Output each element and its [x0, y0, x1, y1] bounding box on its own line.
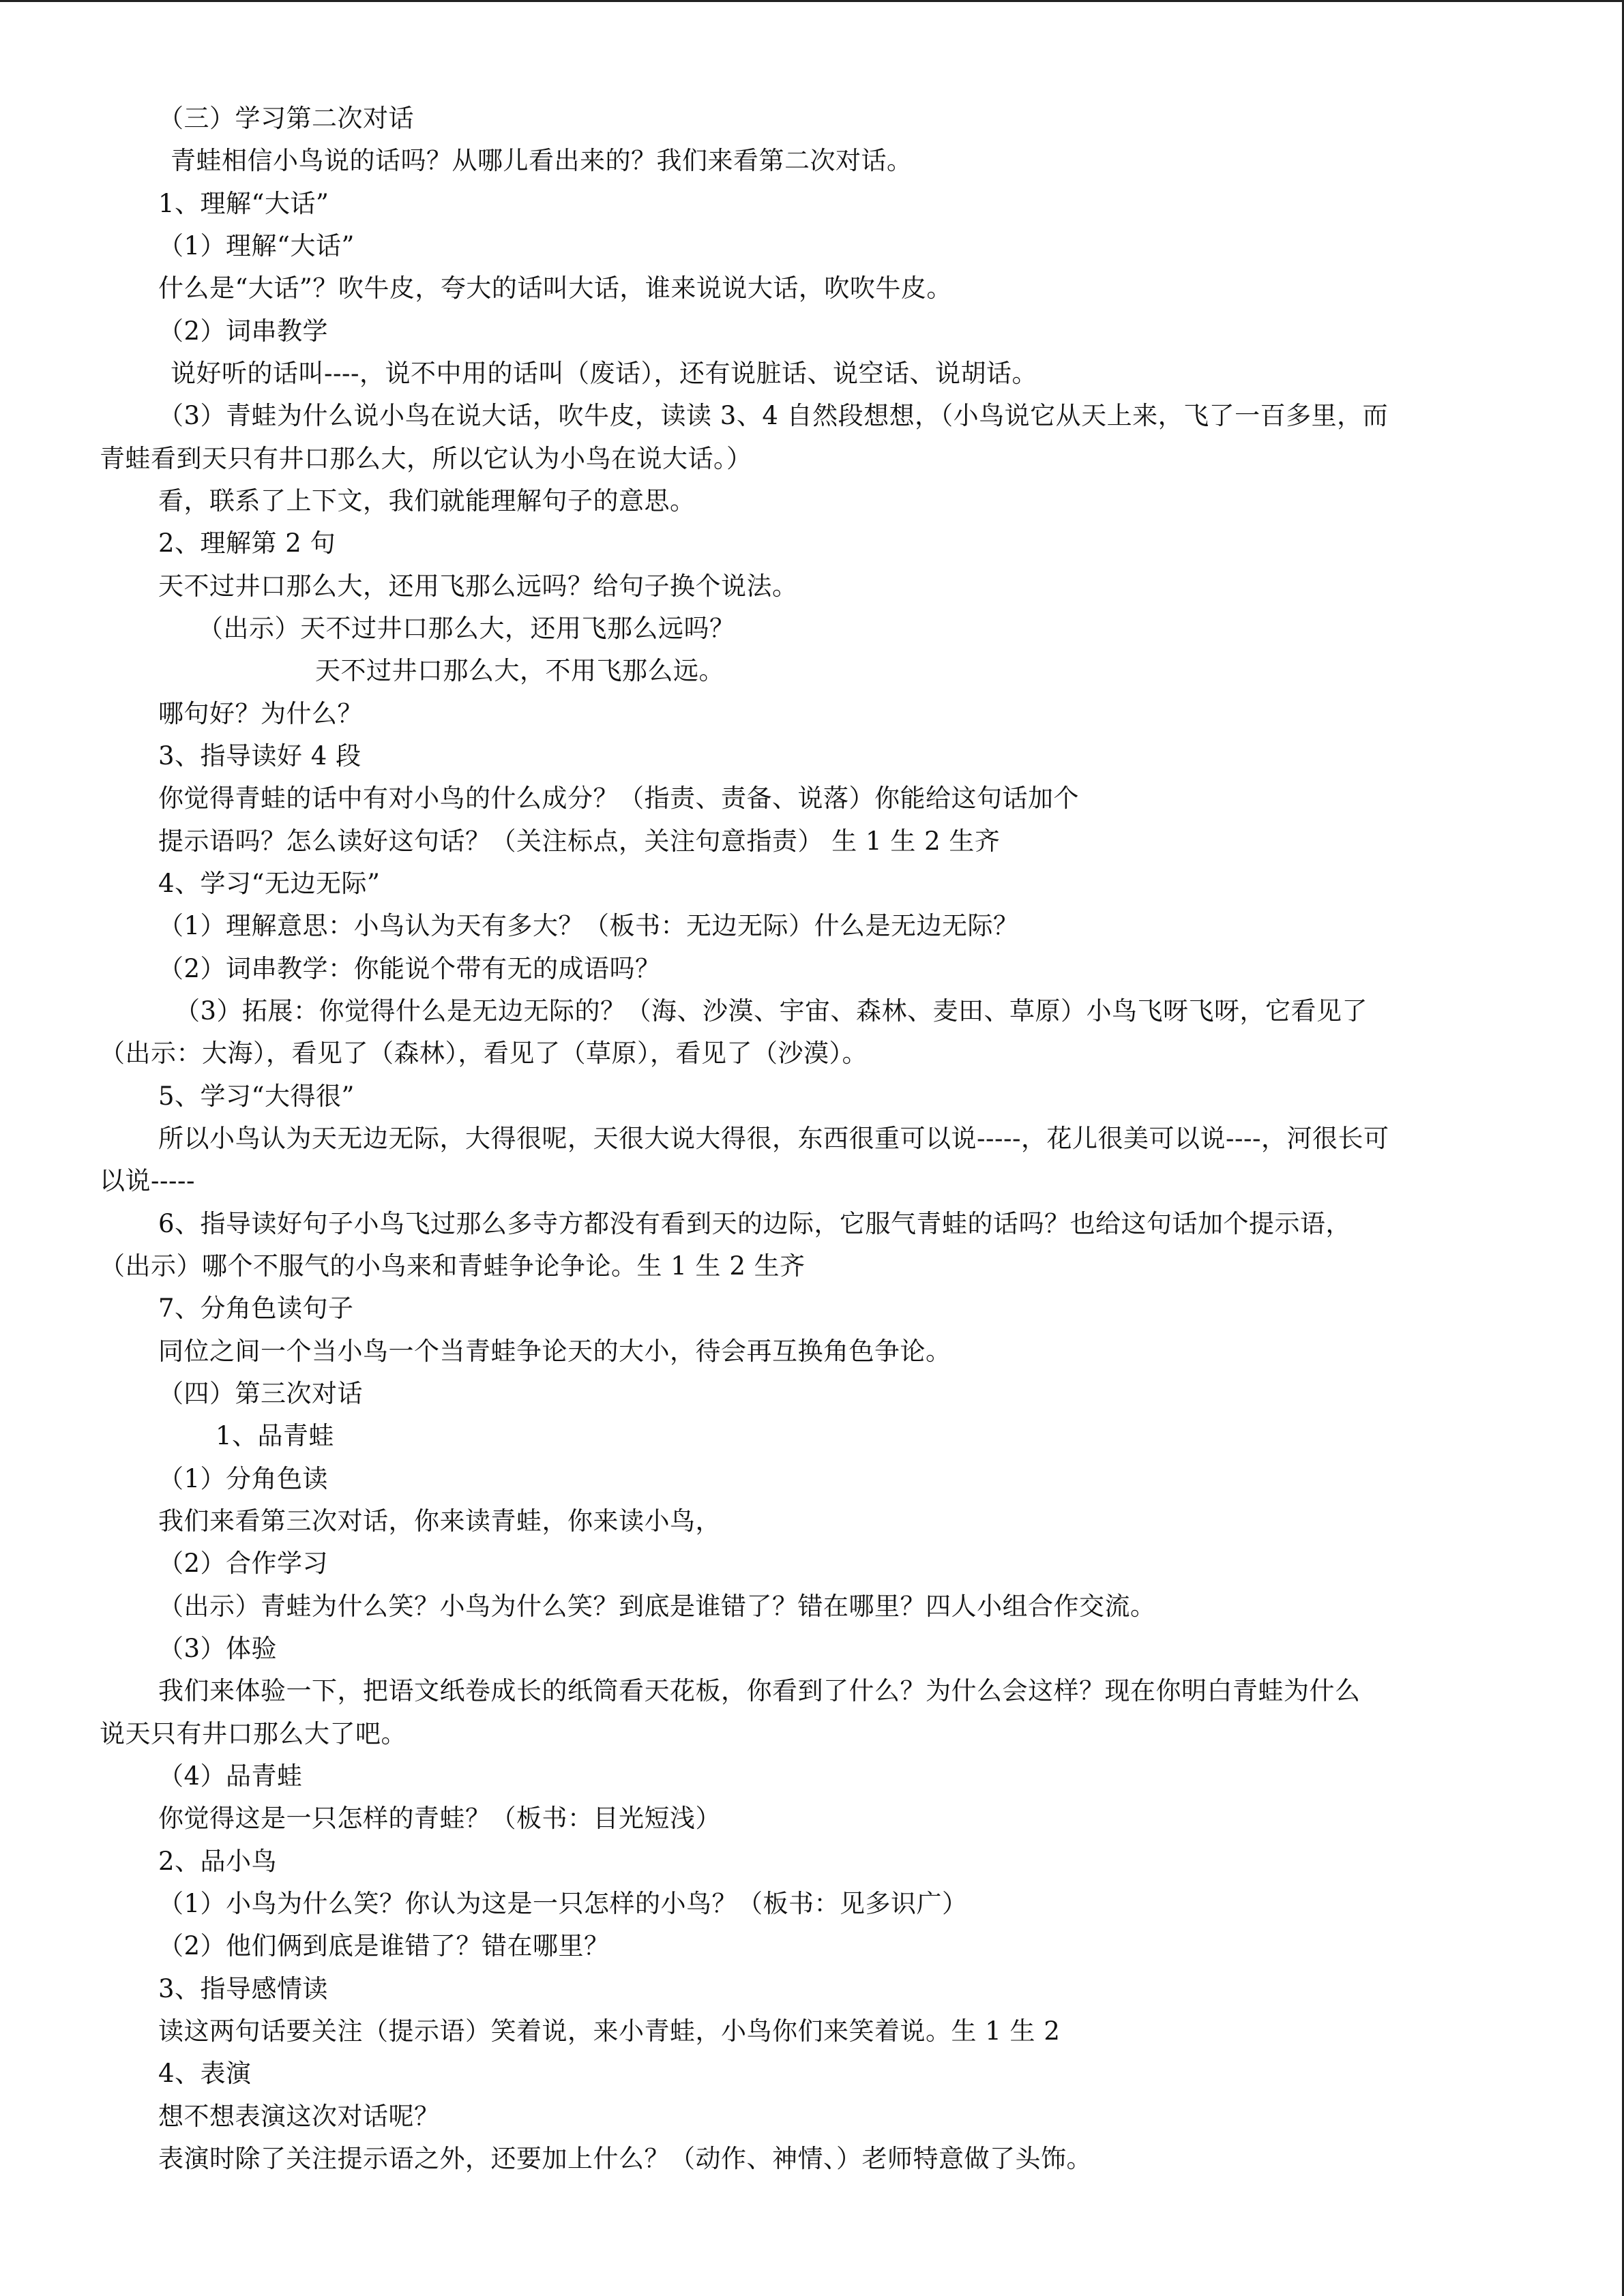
- item-heading: 2、理解第 2 句: [158, 528, 336, 558]
- paragraph-continuation: （出示：大海），看见了（森林），看见了（草原），看见了（沙漠）。: [100, 1039, 868, 1068]
- item-heading: 3、指导感情读: [158, 1974, 329, 2003]
- item-heading: 4、表演: [158, 2059, 252, 2088]
- paragraph: 看，联系了上下文，我们就能理解句子的意思。: [158, 486, 696, 516]
- item-heading: 1、品青蛙: [216, 1421, 335, 1450]
- paragraph: 提示语吗？怎么读好这句话？（关注标点，关注句意指责） 生 1 生 2 生齐: [158, 826, 1001, 856]
- paragraph: 我们来看第三次对话，你来读青蛙，你来读小鸟，: [158, 1506, 721, 1536]
- paragraph: 青蛙相信小鸟说的话吗？从哪儿看出来的？我们来看第二次对话。: [171, 146, 913, 175]
- sub-item-heading: （1）理解“大话”: [158, 231, 355, 260]
- item-heading: 5、学习“大得很”: [158, 1082, 355, 1111]
- sub-item-heading: （1）分角色读: [158, 1464, 329, 1493]
- paragraph: （出示）青蛙为什么笑？小鸟为什么笑？到底是谁错了？错在哪里？四人小组合作交流。: [158, 1592, 1156, 1621]
- paragraph: 所以小鸟认为天无边无际，大得很呢，天很大说大得很，东西很重可以说-----，花儿很美可以说----，河很长可: [158, 1124, 1389, 1153]
- paragraph: 我们来体验一下，把语文纸卷成长的纸筒看天花板，你看到了什么？为什么会这样？现在你明白青蛙为什么: [158, 1676, 1361, 1705]
- item-heading: 7、分角色读句子: [158, 1294, 354, 1323]
- display-sentence: （出示）天不过井口那么大，还用飞那么远吗？: [198, 614, 735, 643]
- paragraph: 想不想表演这次对话呢？: [158, 2102, 440, 2131]
- paragraph: 你觉得这是一只怎样的青蛙？（板书：目光短浅）: [158, 1804, 721, 1833]
- paragraph: 说好听的话叫----，说不中用的话叫（废话），还有说脏话、说空话、说胡话。: [171, 359, 1038, 388]
- paragraph: 天不过井口那么大，还用飞那么远吗？给句子换个说法。: [158, 571, 798, 601]
- paragraph-continuation: 以说-----: [100, 1166, 196, 1195]
- sub-item: （3）拓展：你觉得什么是无边无际的？（海、沙漠、宇宙、森林、麦田、草原）小鸟飞呀飞呀，它看见了: [175, 996, 1368, 1026]
- item-heading: 4、学习“无边无际”: [158, 869, 381, 898]
- section-heading-3: （三）学习第二次对话: [158, 104, 414, 133]
- paragraph: 表演时除了关注提示语之外，还要加上什么？（动作、神情、）老师特意做了头饰。: [158, 2144, 1092, 2173]
- sub-item-heading: （4）品青蛙: [158, 1761, 303, 1791]
- paragraph: 同位之间一个当小鸟一个当青蛙争论天的大小，待会再互换角色争论。: [158, 1337, 951, 1366]
- paragraph: 什么是“大话”？吹牛皮，夸大的话叫大话，谁来说说大话，吹吹牛皮。: [158, 273, 952, 303]
- sub-item: （1）小鸟为什么笑？你认为这是一只怎样的小鸟？（板书：见多识广）: [158, 1889, 968, 1918]
- sub-item-heading: （3）体验: [158, 1634, 278, 1663]
- item-heading: 1、理解“大话”: [158, 189, 329, 218]
- paragraph: （3）青蛙为什么说小鸟在说大话，吹牛皮，读读 3、4 自然段想想，（小鸟说它从天上来，飞了一百多里，而: [158, 401, 1389, 430]
- paragraph: 读这两句话要关注（提示语）笑着说，来小青蛙，小鸟你们来笑着说。生 1 生 2: [158, 2016, 1061, 2046]
- section-heading-4: （四）第三次对话: [158, 1379, 363, 1408]
- sub-item: （1）理解意思：小鸟认为天有多大？（板书：无边无际）什么是无边无际？: [158, 911, 1019, 940]
- item-heading: 3、指导读好 4 段: [158, 741, 361, 771]
- display-sentence: 天不过井口那么大，不用飞那么远。: [315, 656, 724, 685]
- item-heading: 2、品小鸟: [158, 1847, 278, 1876]
- paragraph: 你觉得青蛙的话中有对小鸟的什么成分？（指责、责备、说落）你能给这句话加个: [158, 784, 1079, 813]
- item-heading: 6、指导读好句子小鸟飞过那么多寺方都没有看到天的边际，它服气青蛙的话吗？也给这句话加个提示语，: [158, 1209, 1352, 1238]
- sub-item-heading: （2）词串教学: [158, 316, 329, 346]
- paragraph-continuation: 说天只有井口那么大了吧。: [100, 1719, 407, 1748]
- sub-item: （2）词串教学：你能说个带有无的成语吗？: [158, 954, 661, 983]
- paragraph-continuation: 青蛙看到天只有井口那么大，所以它认为小鸟在说大话。）: [100, 444, 752, 473]
- sub-item-heading: （2）合作学习: [158, 1549, 329, 1578]
- sub-item: （2）他们俩到底是谁错了？错在哪里？: [158, 1931, 610, 1960]
- paragraph: 哪句好？为什么？: [158, 699, 363, 728]
- paragraph-continuation: （出示）哪个不服气的小鸟来和青蛙争论争论。生 1 生 2 生齐: [100, 1251, 806, 1281]
